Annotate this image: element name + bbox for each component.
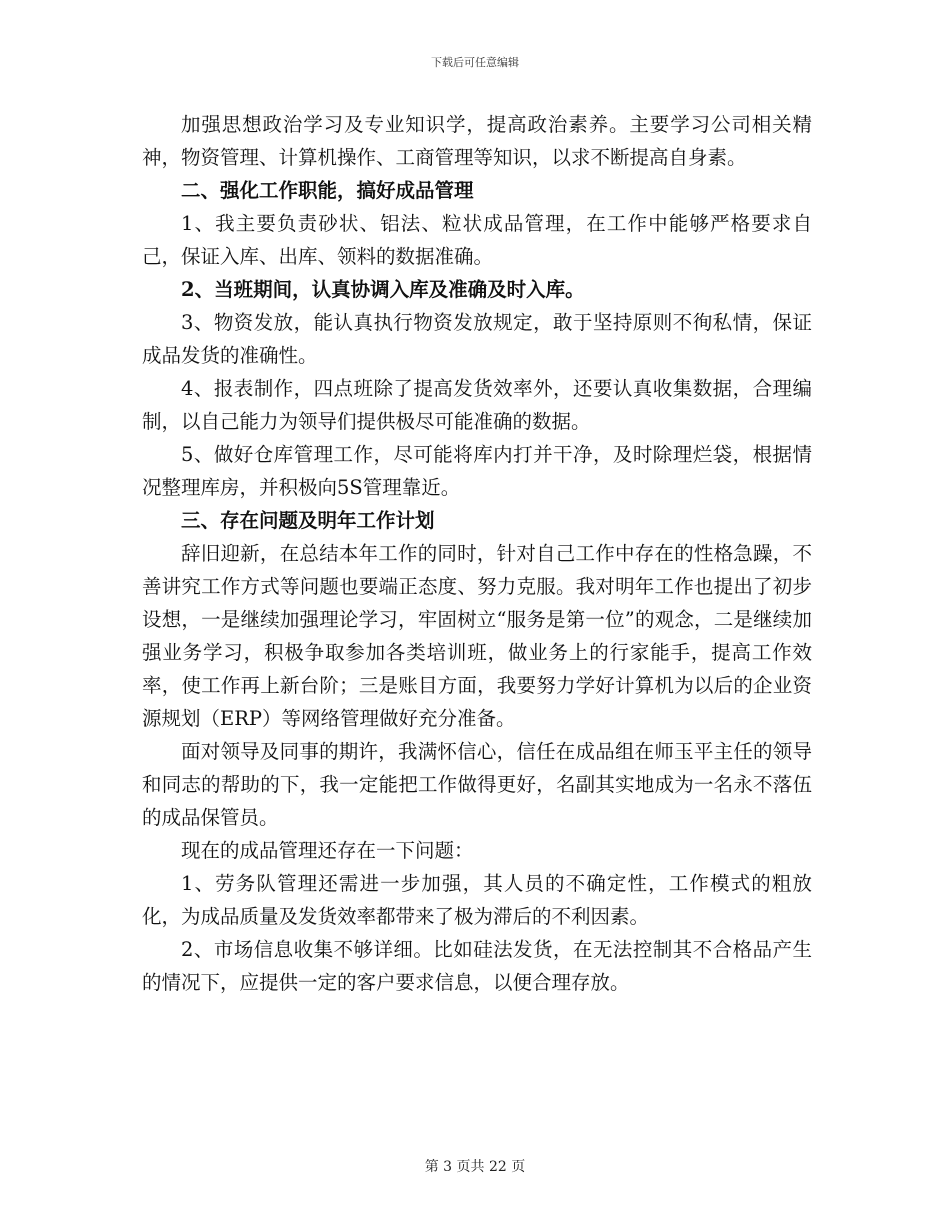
paragraph-item-1: 1、我主要负责砂状、铝法、粒状成品管理，在工作中能够严格要求自己，保证入库、出库、领料的数据准确。 xyxy=(142,212,812,268)
document-body xyxy=(142,108,812,999)
paragraph-study: 加强思想政治学习及专业知识学，提高政治素养。主要学习公司相关精神，物资管理、计算机操作、工商管理等知识，以求不断提高自身素。 xyxy=(142,113,812,169)
paragraph-confidence: 面对领导及同事的期许，我满怀信心，信任在成品组在师玉平主任的领导和同志的帮助的下，我一定能把工作做得更好，名副其实地成为一名永不落伍的成品保管员。 xyxy=(142,740,812,829)
section-heading-3: 三、存在问题及明年工作计划 xyxy=(181,509,435,532)
section-heading-2: 二、强化工作职能，搞好成品管理 xyxy=(181,179,474,202)
paragraph-item-5: 5、做好仓库管理工作，尽可能将库内打并干净，及时除理烂袋，根据情况整理库房，并积极向5S管理靠近。 xyxy=(142,443,812,499)
paragraph-item-2: 2、当班期间，认真协调入库及准确及时入库。 xyxy=(181,278,585,301)
paragraph-item-4: 4、报表制作，四点班除了提高发货效率外，还要认真收集数据，合理编制，以自己能力为领导们提供极尽可能准确的数据。 xyxy=(142,377,812,433)
paragraph-problems-intro: 现在的成品管理还存在一下问题： xyxy=(181,839,474,862)
paragraph-plan: 辞旧迎新，在总结本年工作的同时，针对自己工作中存在的性格急躁，不善讲究工作方式等问题也要端正态度、努力克服。我对明年工作也提出了初步设想，一是继续加强理论学习，牢固树立“服务是第一位”的观念，二是继续加强业务学习，积极争取参加各类培训班，做业务上的行家能手，提高工作效率，使工作再上新台阶；三是账目方面，我要努力学好计算机为以后的企业资源规划（ERP）等网络管理做好充分准备。 xyxy=(142,542,812,730)
page-number: 第 3 页共 22 页 xyxy=(424,1159,526,1175)
page-header: 下载后可任意编辑 xyxy=(431,56,519,69)
paragraph-problem-2: 2、市场信息收集不够详细。比如硅法发货，在无法控制其不合格品产生的情况下，应提供一定的客户要求信息，以便合理存放。 xyxy=(142,938,812,994)
paragraph-problem-1: 1、劳务队管理还需进一步加强，其人员的不确定性，工作模式的粗放化，为成品质量及发货效率都带来了极为滞后的不利因素。 xyxy=(142,872,812,928)
paragraph-item-3: 3、物资发放，能认真执行物资发放规定，敢于坚持原则不徇私情，保证成品发货的准确性。 xyxy=(142,311,812,367)
